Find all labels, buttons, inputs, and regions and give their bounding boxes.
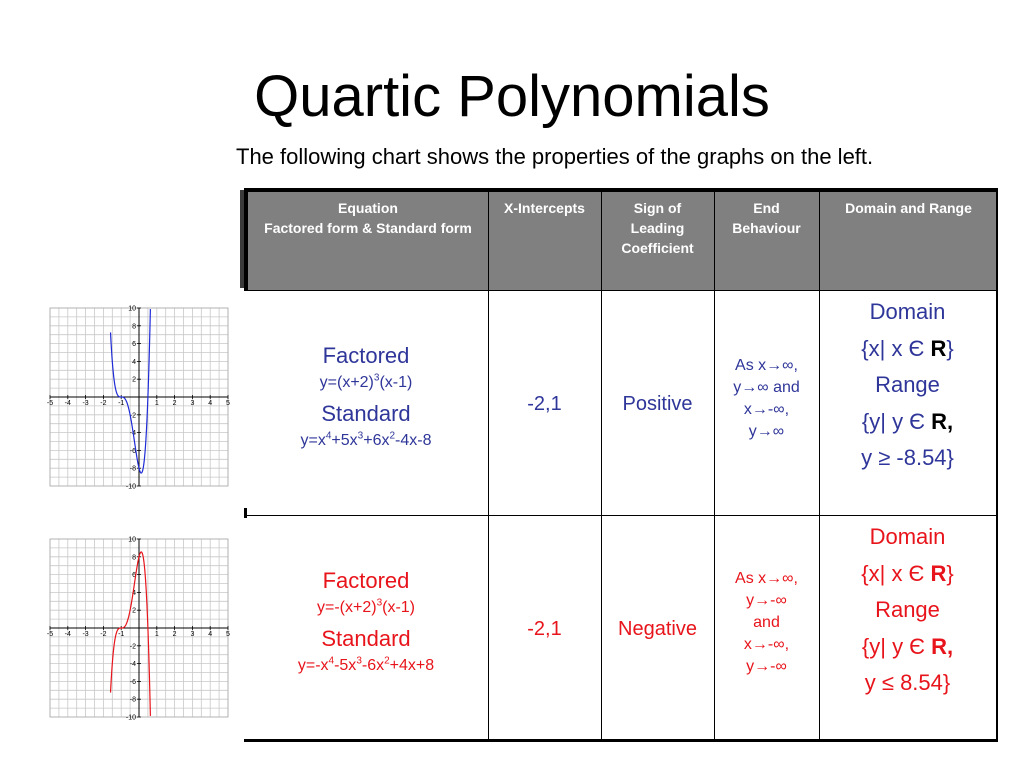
y-tick-label: 2: [132, 376, 136, 384]
row-divider: [244, 290, 998, 291]
x-tick-label: -1: [118, 400, 125, 407]
x-tick-label: 4: [208, 400, 213, 407]
y-tick-label: 10: [128, 305, 136, 313]
y-tick-label: 10: [128, 536, 136, 544]
y-tick-label: 8: [132, 554, 136, 562]
y-tick-label: -8: [129, 696, 136, 704]
x-tick-label: -3: [82, 400, 89, 407]
x-tick-label: -4: [64, 400, 71, 407]
y-tick-label: -8: [129, 465, 136, 473]
header-sign: Sign of Leading Coefficient: [621, 200, 694, 256]
subtitle: The following chart shows the properties of the graphs on the left.: [236, 144, 874, 169]
graph-positive-quartic: [40, 302, 236, 492]
x-tick-label: 1: [154, 631, 159, 638]
header-domain-range: Domain and Range: [845, 200, 972, 216]
y-tick-label: -4: [129, 430, 136, 438]
x-tick-label: 4: [208, 631, 213, 638]
x-tick-label: -1: [118, 631, 125, 638]
y-tick-label: -10: [125, 714, 136, 722]
row2-domain-range: Domain {x| x Є R} Range {y| y Є R, y ≤ 8.54}: [861, 524, 954, 695]
x-tick-label: 5: [226, 400, 230, 407]
table-bottom-border: [244, 739, 998, 742]
row1-equation: Factored $y=(x+2)^3(x-1)$ Standard $y=x^4+5x^3+6x^2-4x-8$: [300, 343, 432, 449]
header-x-intercepts: X-Intercepts: [504, 200, 585, 216]
x-tick-label: -2: [100, 631, 107, 638]
x-tick-label: -5: [46, 631, 54, 638]
y-tick-label: 4: [132, 358, 136, 366]
col-divider: [601, 188, 602, 740]
y-tick-label: -6: [129, 447, 136, 455]
row2-end-behaviour: As x→∞, y→-∞ and x→-∞, y→-∞: [735, 570, 798, 675]
x-tick-label: -5: [46, 400, 54, 407]
x-tick-label: 2: [172, 631, 177, 638]
x-tick-label: 3: [190, 631, 195, 638]
row1-x-intercepts: -2,1: [527, 393, 562, 415]
y-tick-label: -4: [129, 661, 136, 669]
graph-negative-quartic: [40, 533, 236, 723]
coordinate-plane: [40, 302, 236, 492]
table-header: [244, 188, 998, 290]
row2-equation: Factored $y=-(x+2)^3(x-1)$ Standard $y=-x^4-5x^3-6x^2+4x+8$: [297, 568, 435, 674]
row1-sign: Positive: [622, 393, 693, 415]
y-tick-label: 8: [132, 323, 136, 331]
x-tick-label: 5: [226, 631, 230, 638]
row1-end-behaviour: As x→∞, y→∞ and x→-∞, y→∞: [733, 357, 800, 440]
y-tick-label: 4: [132, 589, 136, 597]
x-tick-label: -3: [82, 631, 89, 638]
page-title: Quartic Polynomials: [254, 64, 770, 129]
y-tick-label: -10: [125, 483, 136, 491]
row-divider: [244, 515, 998, 516]
x-tick-label: 1: [154, 400, 159, 407]
properties-table: [244, 188, 998, 742]
y-tick-label: -6: [129, 678, 136, 686]
x-tick-label: -4: [64, 631, 71, 638]
x-tick-label: 3: [190, 400, 195, 407]
y-tick-label: -2: [129, 412, 136, 420]
x-tick-label: 2: [172, 400, 177, 407]
table-right-border: [996, 188, 998, 740]
y-tick-label: 6: [132, 341, 136, 349]
row2-x-intercepts: -2,1: [527, 618, 562, 640]
header-end-behaviour: End Behaviour: [732, 200, 801, 236]
col-divider: [488, 188, 489, 740]
y-tick-label: 6: [132, 572, 136, 580]
y-tick-label: 2: [132, 607, 136, 615]
row1-domain-range: Domain {x| x Є R} Range {y| y Є R, y ≥ -8.54}: [861, 299, 954, 470]
coordinate-plane: [40, 533, 236, 723]
row2-sign: Negative: [618, 618, 697, 640]
header-equation: Equation Factored form & Standard form: [264, 200, 472, 236]
x-tick-label: -2: [100, 400, 107, 407]
y-tick-label: -2: [129, 643, 136, 651]
row-marker: [244, 508, 247, 518]
